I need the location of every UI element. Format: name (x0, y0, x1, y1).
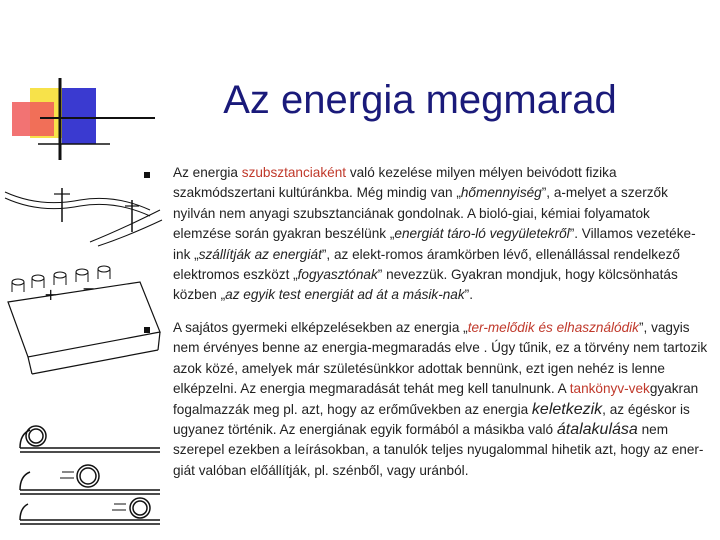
text-segment: az egyik test energiát ad át a másik-nak (225, 287, 465, 303)
plus-sign: + (44, 285, 58, 304)
bullet-marker-1 (144, 172, 150, 178)
text-segment: való kezelése milyen mélyen beivódott fizika szakmódszertani kultúránkba. Még mindig van „ (173, 165, 617, 201)
corner-decoration (0, 0, 160, 165)
text-segment: ”. Villamos vezetéke-ink „ (173, 226, 696, 262)
slide-title: Az energia megmarad (223, 78, 617, 122)
text-segment: átalakulása (556, 421, 638, 439)
text-segment: ”, vagyis nem érvényes benne az energia-megmaradás elve . Úgy tűnik, ez a törvény nem tartozik azok közé, amelyek már születésünkkor adottak bennünk, ezt igen nehéz is lenne elképzelni. Az energia megmaradását tehát meg kell tanulnunk. A (173, 320, 708, 397)
text-segment: gyakran fogalmazzák meg pl. azt, hogy az erőművekben az energia (173, 381, 699, 417)
text-segment: szubsztanciaként (241, 165, 347, 180)
minus-sign: − (82, 279, 96, 298)
blue-square (62, 88, 96, 144)
text-segment: ”, az elekt-romos áramkörben lévő, ellenállással rendelkező elektromos eszközt „ (173, 246, 680, 283)
bullet-text-1 (173, 163, 708, 306)
text-segment: szállítják az energiát (198, 246, 322, 262)
bullet-text-2 (173, 318, 708, 481)
text-segment: keletkezik (531, 400, 603, 418)
text-segment: ” nevezzük. Gyakran mondjuk, hogy kölcsönhatás közben „ (173, 267, 678, 303)
text-segment: ter-melődik és elhasználódik (467, 320, 639, 335)
text-segment: A sajátos gyermeki elképzelésekben az energia „ (173, 320, 468, 335)
battery-illustration (0, 262, 165, 382)
text-segment: nem szerepel ezekben a leírásokban, a tanulók teljes nyugalommal hihetik azt, hogy az ener-giát valóban előállítják, pl. szénből, vagy uránból. (173, 422, 704, 478)
text-segment: ”, a-melyet a szerzők nyilván nem anyagi szubsztanciának gondolnak. A bioló-giai, kémiai folyamatok elemzése során gyakran beszélünk „ (173, 185, 668, 242)
text-segment: , az égéskor is ugyanez történik. Az energiának egyik formából a másikba való (173, 401, 690, 438)
text-segment: hőmennyiség (460, 185, 542, 201)
text-segment: energiát táro-ló vegyületekről (394, 226, 570, 242)
text-segment: tankönyv-vek (569, 381, 650, 397)
rolling-balls-illustration (0, 410, 165, 530)
power-lines-illustration (0, 180, 165, 250)
text-segment: ”. (464, 287, 473, 303)
text-segment: Az energia (173, 165, 242, 180)
text-segment: fogyasztónak (297, 267, 378, 283)
